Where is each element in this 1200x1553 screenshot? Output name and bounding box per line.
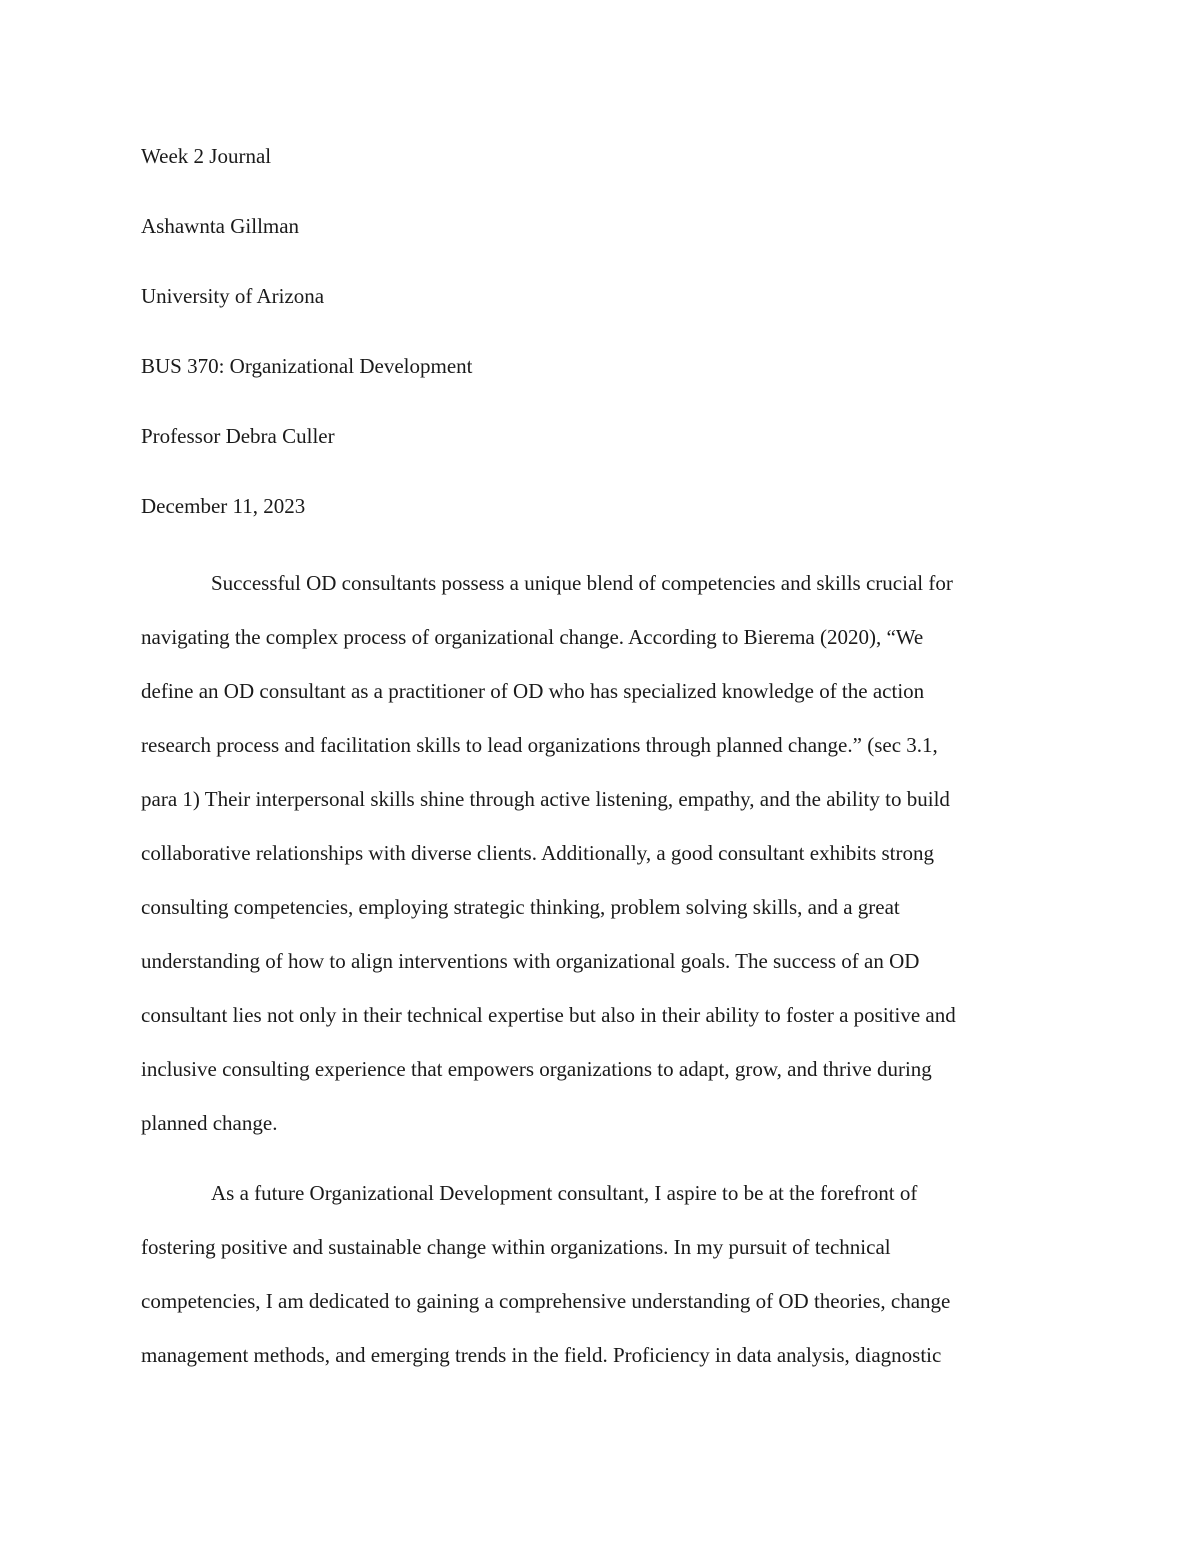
- body-text: [141, 556, 1061, 1398]
- document-title: Week 2 Journal: [141, 144, 272, 168]
- paragraph-line: inclusive consulting experience that empowers organizations to adapt, grow, and thrive during: [141, 1057, 932, 1081]
- paragraph-line: As a future Organizational Development consultant, I aspire to be at the forefront of: [211, 1181, 918, 1205]
- paragraph-line: research process and facilitation skills to lead organizations through planned change.” (sec 3.1,: [141, 733, 938, 757]
- paragraph-line: collaborative relationships with diverse clients. Additionally, a good consultant exhibits strong: [141, 841, 934, 865]
- paragraph-line: para 1) Their interpersonal skills shine through active listening, empathy, and the ability to build: [141, 787, 950, 811]
- paragraph-line: consultant lies not only in their technical expertise but also in their ability to foster a positive and: [141, 1003, 956, 1027]
- professor-name: Professor Debra Culler: [141, 424, 335, 448]
- paragraph-line: consulting competencies, employing strategic thinking, problem solving skills, and a great: [141, 895, 900, 919]
- course-name: BUS 370: Organizational Development: [141, 354, 473, 378]
- paragraph-2: [141, 1166, 1061, 1382]
- paragraph-line: fostering positive and sustainable change within organizations. In my pursuit of technical: [141, 1235, 891, 1259]
- paragraph-line: planned change.: [141, 1111, 278, 1135]
- paragraph-line: competencies, I am dedicated to gaining a comprehensive understanding of OD theories, change: [141, 1289, 951, 1313]
- institution-name: University of Arizona: [141, 284, 325, 308]
- paragraph-line: define an OD consultant as a practitioner of OD who has specialized knowledge of the action: [141, 679, 925, 703]
- author-name: Ashawnta Gillman: [141, 214, 300, 238]
- paragraph-line: management methods, and emerging trends in the field. Proficiency in data analysis, diagnostic: [141, 1343, 942, 1367]
- document-date: December 11, 2023: [141, 494, 306, 518]
- paragraph-1: [141, 556, 1061, 1150]
- paragraph-line: understanding of how to align interventions with organizational goals. The success of an OD: [141, 949, 920, 973]
- title-block: [141, 140, 1061, 560]
- paragraph-line: Successful OD consultants possess a unique blend of competencies and skills crucial for: [211, 571, 953, 595]
- paragraph-line: navigating the complex process of organizational change. According to Bierema (2020), “We: [141, 625, 924, 649]
